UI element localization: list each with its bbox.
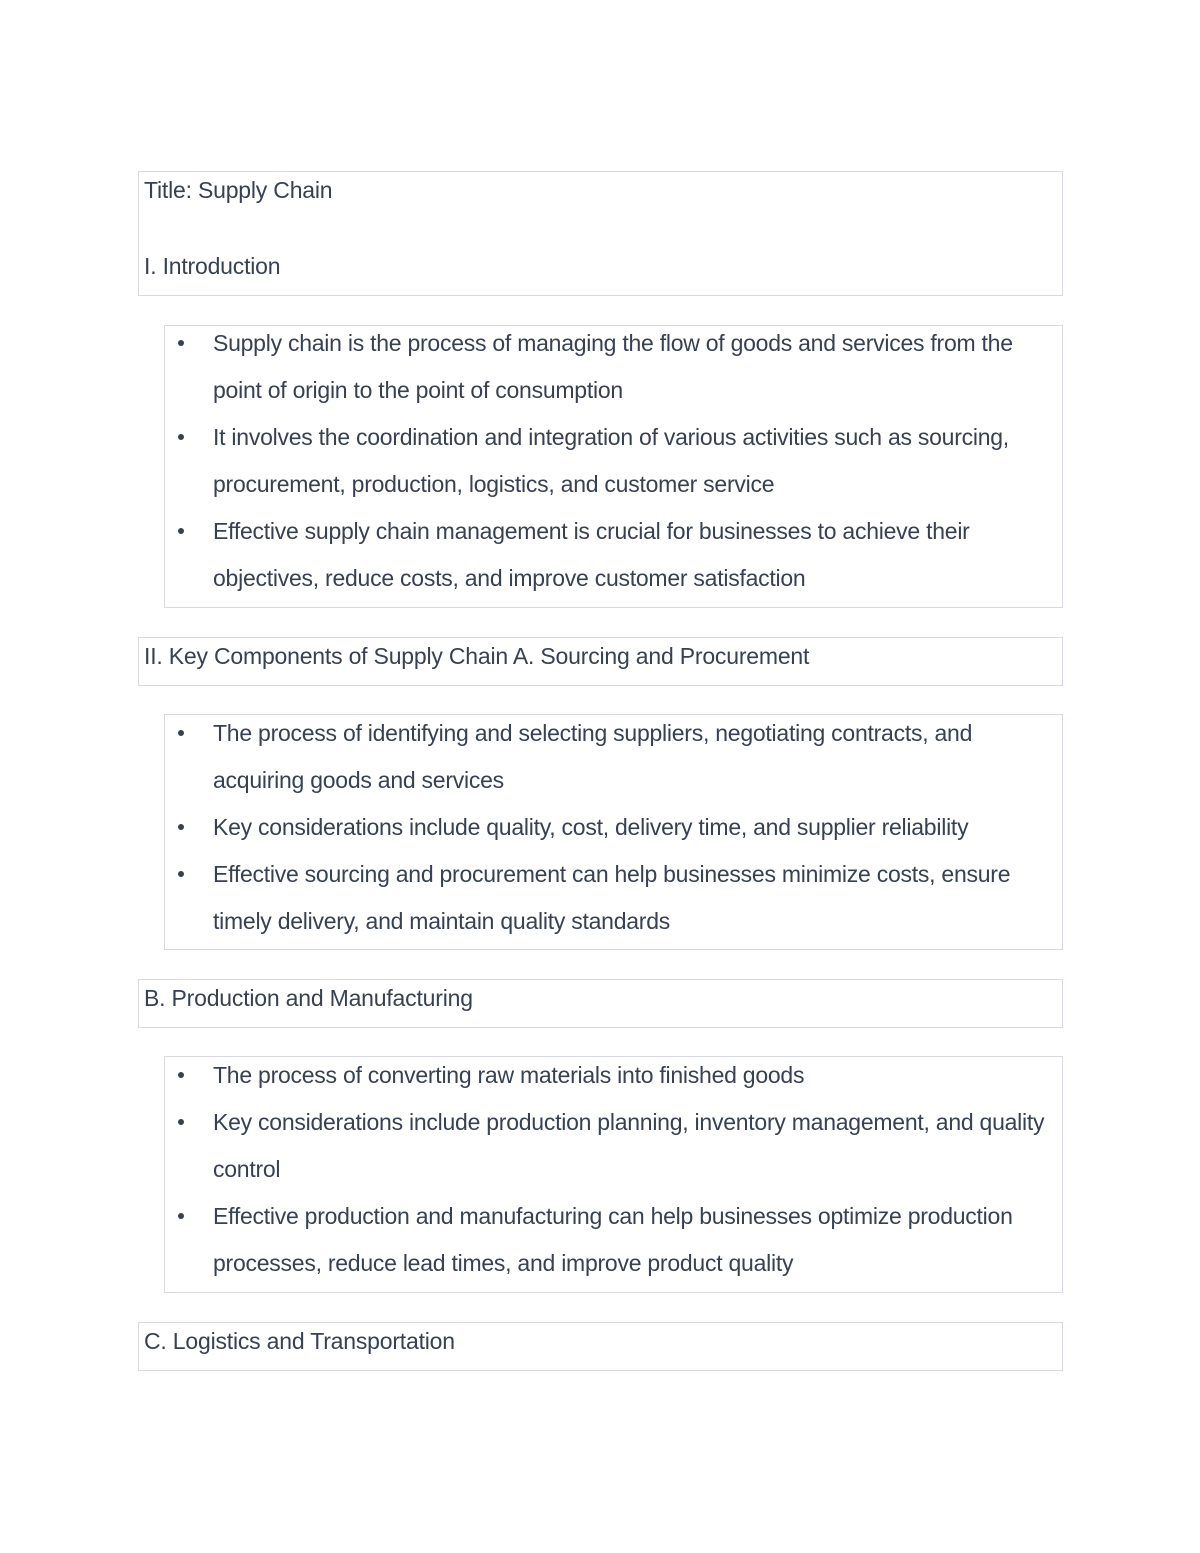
list-item: [165, 414, 1062, 508]
sourcing-heading-block: [138, 637, 1063, 686]
list-item: [165, 508, 1062, 602]
intro-bullet-list: [165, 320, 1062, 602]
list-item-text: Effective production and manufacturing can help businesses optimize production processes, reduce lead times, and improve product quality: [213, 1203, 1013, 1276]
bullet-icon: [178, 340, 184, 346]
document-title: Title: Supply Chain: [144, 177, 333, 203]
bullet-icon: [178, 871, 184, 877]
list-item-text: Supply chain is the process of managing the flow of goods and services from the point of origin to the point of consumption: [213, 330, 1013, 403]
bullet-icon: [178, 730, 184, 736]
bullet-icon: [178, 1119, 184, 1125]
bullet-icon: [178, 824, 184, 830]
list-item-text: Key considerations include quality, cost, delivery time, and supplier reliability: [213, 814, 969, 840]
list-item: [165, 1052, 1062, 1099]
intro-bullet-block: [164, 325, 1063, 608]
production-heading-block: [138, 979, 1063, 1028]
logistics-heading: C. Logistics and Transportation: [144, 1328, 455, 1354]
list-item-text: Effective sourcing and procurement can help businesses minimize costs, ensure timely delivery, and maintain quality standards: [213, 861, 1011, 934]
sourcing-bullet-block: [164, 714, 1063, 950]
production-bullet-list: [165, 1052, 1062, 1287]
list-item-text: Effective supply chain management is crucial for businesses to achieve their objectives, reduce costs, and improve customer satisfaction: [213, 518, 970, 591]
list-item: [165, 1193, 1062, 1287]
list-item: [165, 320, 1062, 414]
production-heading: B. Production and Manufacturing: [144, 985, 473, 1011]
list-item-text: The process of identifying and selecting suppliers, negotiating contracts, and acquiring goods and services: [213, 720, 973, 793]
list-item: [165, 710, 1062, 804]
list-item: [165, 851, 1062, 945]
list-item-text: The process of converting raw materials into finished goods: [213, 1062, 805, 1088]
bullet-icon: [178, 1213, 184, 1219]
list-item-text: It involves the coordination and integration of various activities such as sourcing, procurement, production, logistics, and customer service: [213, 424, 1009, 497]
bullet-icon: [178, 1072, 184, 1078]
intro-heading-block: [138, 171, 1063, 296]
bullet-icon: [178, 434, 184, 440]
introduction-heading: I. Introduction: [144, 253, 281, 279]
list-item: [165, 804, 1062, 851]
logistics-heading-block: [138, 1322, 1063, 1371]
sourcing-heading: II. Key Components of Supply Chain A. Sourcing and Procurement: [144, 643, 810, 669]
list-item: [165, 1099, 1062, 1193]
bullet-icon: [178, 528, 184, 534]
list-item-text: Key considerations include production planning, inventory management, and quality control: [213, 1109, 1045, 1182]
sourcing-bullet-list: [165, 710, 1062, 945]
production-bullet-block: [164, 1056, 1063, 1293]
